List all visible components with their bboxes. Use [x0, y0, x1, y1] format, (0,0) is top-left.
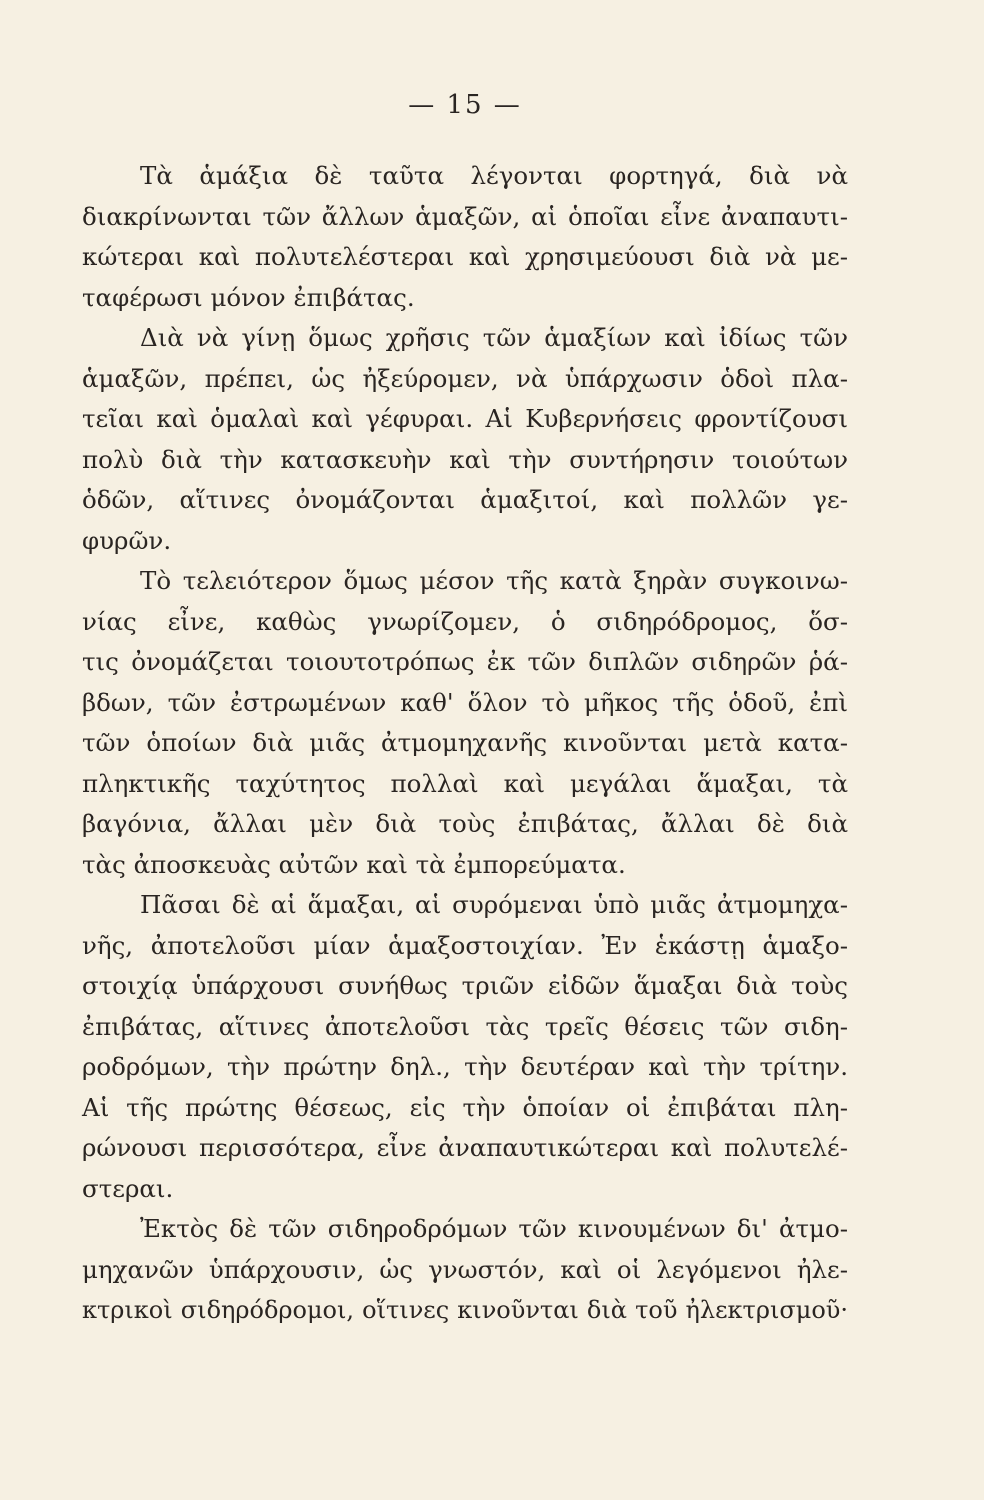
text-line: μηχανῶν ὑπάρχουσιν, ὡς γνωστόν, καὶ οἱ λεγόμενοι ἠλε- [82, 1254, 848, 1284]
text-line: Τὰ ἁμάξια δὲ ταῦτα λέγονται φορτηγά, διὰ νὰ [140, 161, 848, 190]
paragraph-5 [82, 1209, 848, 1331]
text-line: ροδρόμων, τὴν πρώτην δηλ., τὴν δευτέραν καὶ τὴν τρίτην. [82, 1052, 848, 1081]
text-line: στοιχίᾳ ὑπάρχουσι συνήθως τριῶν εἰδῶν ἅμαξαι διὰ τοὺς [82, 971, 848, 1000]
text-line: κτρικοὶ σιδηρόδρομοι, οἵτινες κινοῦνται διὰ τοῦ ἠλεκτρισμοῦ· [82, 1296, 848, 1324]
text-line: ἁμαξῶν, πρέπει, ὡς ἠξεύρομεν, νὰ ὑπάρχωσιν ὁδοὶ πλα- [82, 363, 848, 393]
text-line: βαγόνια, ἄλλαι μὲν διὰ τοὺς ἐπιβάτας, ἄλλαι δὲ διὰ [82, 809, 848, 838]
text-line: στεραι. [82, 1173, 174, 1203]
text-line: ταφέρωσι μόνον ἐπιβάτας. [82, 282, 415, 312]
text-line: τις ὀνομάζεται τοιουτοτρόπως ἐκ τῶν διπλῶν σιδηρῶν ῥά- [82, 647, 848, 676]
text-line: νῆς, ἀποτελοῦσι μίαν ἁμαξοστοιχίαν. Ἐν ἑκάστῃ ἁμαξο- [82, 930, 848, 960]
text-line: Ἐκτὸς δὲ τῶν σιδηροδρόμων τῶν κινουμένων δι' ἀτμο- [140, 1214, 848, 1243]
page-number: — 15 — [408, 90, 522, 120]
text-line: διακρίνωνται τῶν ἄλλων ἁμαξῶν, αἱ ὁποῖαι εἶνε ἀναπαυτι- [82, 201, 848, 231]
text-line: κώτεραι καὶ πολυτελέστεραι καὶ χρησιμεύουσι διὰ νὰ με- [82, 242, 848, 271]
text-line: ρώνουσι περισσότερα, εἶνε ἀναπαυτικώτεραι καὶ πολυτελέ- [82, 1133, 848, 1162]
text-line: πληκτικῆς ταχύτητος πολλαὶ καὶ μεγάλαι ἅμαξαι, τὰ [82, 768, 848, 798]
paragraph-1 [82, 156, 848, 318]
text-line: Τὸ τελειότερον ὅμως μέσον τῆς κατὰ ξηρὰν συγκοινω- [140, 566, 848, 595]
text-line: τῶν ὁποίων διὰ μιᾶς ἀτμομηχανῆς κινοῦνται μετὰ κατα- [82, 728, 848, 757]
text-line: νίας εἶνε, καθὼς γνωρίζομεν, ὁ σιδηρόδρομος, ὅσ- [82, 606, 848, 636]
body-text [82, 156, 848, 1331]
paragraph-3 [82, 561, 848, 885]
paragraph-2 [82, 318, 848, 561]
text-line: τὰς ἀποσκευὰς αὐτῶν καὶ τὰ ἐμπορεύματα. [82, 849, 626, 879]
text-line: φυρῶν. [82, 525, 172, 555]
text-line: Αἱ τῆς πρώτης θέσεως, εἰς τὴν ὁποίαν οἱ ἐπιβάται πλη- [82, 1092, 848, 1122]
text-line: τεῖαι καὶ ὁμαλαὶ καὶ γέφυραι. Αἱ Κυβερνήσεις φροντίζουσι [82, 404, 848, 433]
text-line: πολὺ διὰ τὴν κατασκευὴν καὶ τὴν συντήρησιν τοιούτων [82, 444, 848, 474]
text-line: Πᾶσαι δὲ αἱ ἅμαξαι, αἱ συρόμεναι ὑπὸ μιᾶς ἀτμομηχα- [140, 890, 848, 919]
text-line: Διὰ νὰ γίνῃ ὅμως χρῆσις τῶν ἁμαξίων καὶ ἰδίως τῶν [140, 323, 848, 352]
text-line: ἐπιβάτας, αἵτινες ἀποτελοῦσι τὰς τρεῖς θέσεις τῶν σιδη- [82, 1011, 848, 1041]
paragraph-4 [82, 885, 848, 1209]
text-line: ὁδῶν, αἵτινες ὀνομάζονται ἁμαξιτοί, καὶ πολλῶν γε- [82, 485, 848, 514]
text-line: βδων, τῶν ἐστρωμένων καθ' ὅλον τὸ μῆκος τῆς ὁδοῦ, ἐπὶ [82, 687, 848, 717]
